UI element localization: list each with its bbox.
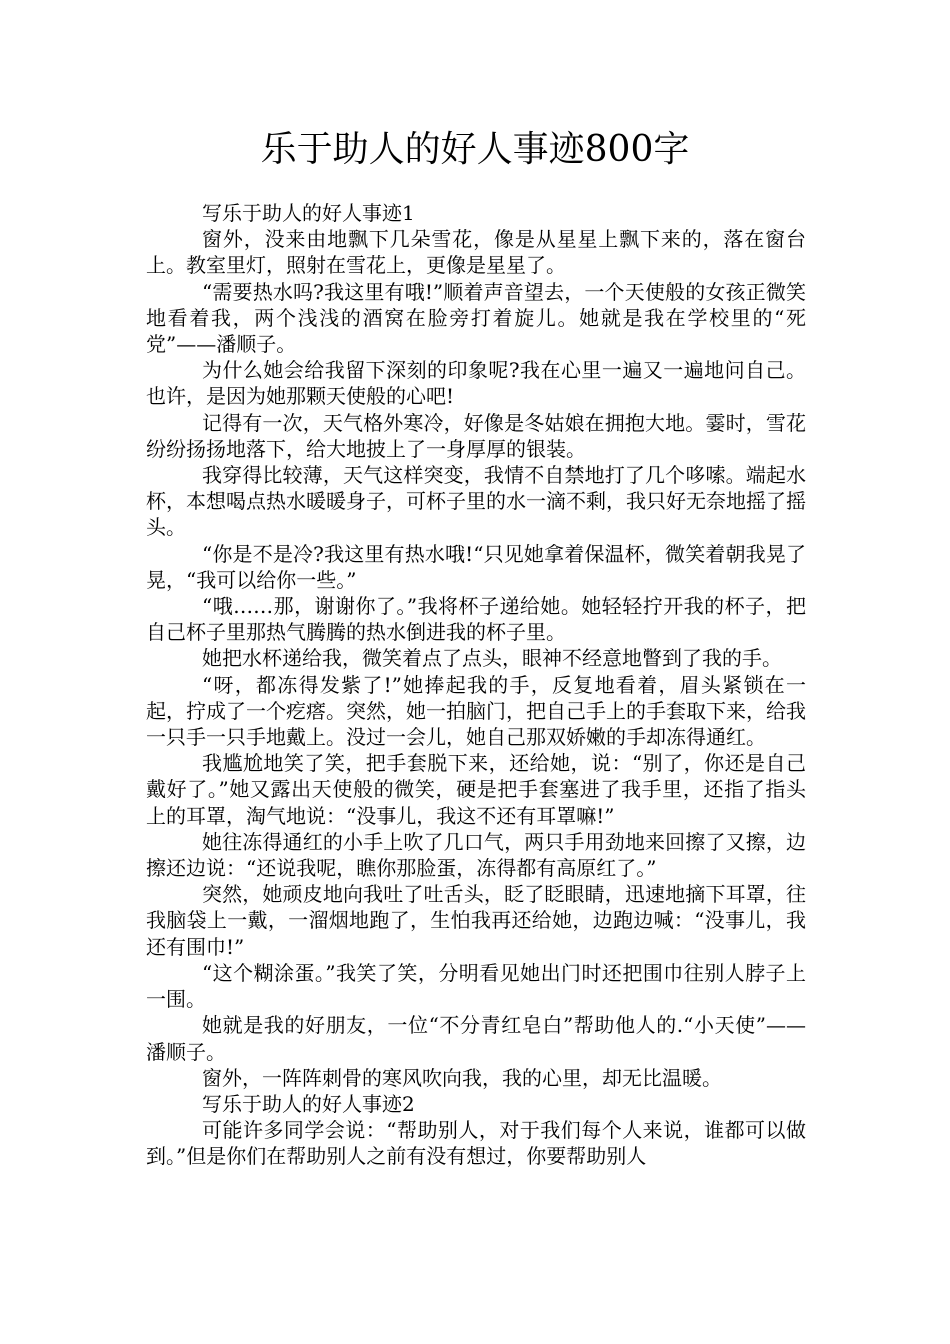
paragraph-heading-1: 写乐于助人的好人事迹1: [202, 201, 415, 225]
paragraph: 窗外，一阵阵刺骨的寒风吹向我，我的心里，却无比温暖。: [202, 1065, 722, 1090]
paragraph: “需要热水吗?我这里有哦!”顺着声音望去，一个天使般的女孩正微笑地看着我，两个浅浅的酒窝在脸旁打着旋儿。她就是我在学校里的“死党”——潘顺子。: [146, 279, 806, 357]
paragraph: 她就是我的好朋友，一位“不分青红皂白”帮助他人的.“小天使”——潘顺子。: [146, 1013, 806, 1064]
paragraph: 可能许多同学会说：“帮助别人，对于我们每个人来说，谁都可以做到。”但是你们在帮助别人之前有没有想过，你要帮助别人: [146, 1118, 806, 1169]
paragraph: 为什么她会给我留下深刻的印象呢?我在心里一遍又一遍地问自己。也许，是因为她那颗天使般的心吧!: [146, 358, 806, 409]
paragraph: “你是不是冷?我这里有热水哦!“只见她拿着保温杯，微笑着朝我晃了晃，“我可以给你一些。”: [146, 541, 806, 592]
paragraph: “哦……那，谢谢你了。”我将杯子递给她。她轻轻拧开我的杯子，把自己杯子里那热气腾腾的热水倒进我的杯子里。: [146, 594, 806, 645]
paragraph: “呀，都冻得发紫了!”她捧起我的手，反复地看着，眉头紧锁在一起，拧成了一个疙瘩。突然，她一拍脑门，把自己手上的手套取下来，给我一只手一只手地戴上。没过一会儿，她自己那双娇嫩的手却冻得通红。: [146, 672, 806, 750]
paragraph: 她把水杯递给我，微笑着点了点头，眼神不经意地瞥到了我的手。: [202, 646, 782, 671]
paragraph: 她往冻得通红的小手上吹了几口气，两只手用劲地来回擦了又擦，边擦还边说：“还说我呢，瞧你那脸蛋，冻得都有高原红了。”: [146, 829, 806, 881]
paragraph: 记得有一次，天气格外寒冷，好像是冬姑娘在拥抱大地。霎时，雪花纷纷扬扬地落下，给大地披上了一身厚厚的银装。: [146, 410, 806, 461]
paragraph: “这个糊涂蛋。”我笑了笑，分明看见她出门时还把围巾往别人脖子上一围。: [146, 960, 806, 1012]
paragraph: 我穿得比较薄，天气这样突变，我情不自禁地打了几个哆嗦。端起水杯，本想喝点热水暖暖身子，可杯子里的水一滴不剩，我只好无奈地摇了摇头。: [146, 463, 806, 540]
paragraph: 突然，她顽皮地向我吐了吐舌头，眨了眨眼睛，迅速地摘下耳罩，往我脑袋上一戴，一溜烟地跑了，生怕我再还给她，边跑边喊：“没事儿，我还有围巾!”: [146, 882, 806, 959]
document-body: [146, 200, 806, 1170]
paragraph: 我尴尬地笑了笑，把手套脱下来，还给她，说：“别了，你还是自己戴好了。”她又露出天使般的微笑，硬是把手套塞进了我手里，还指了指头上的耳罩，淘气地说：“没事儿，我这不还有耳罩嘛!”: [146, 751, 806, 828]
paragraph-heading-2: 写乐于助人的好人事迹2: [202, 1091, 415, 1116]
paragraph: 窗外，没来由地飘下几朵雪花，像是从星星上飘下来的，落在窗台上。教室里灯，照射在雪花上，更像是星星了。: [146, 227, 806, 278]
page-title: 乐于助人的好人事迹800字: [260, 129, 690, 170]
